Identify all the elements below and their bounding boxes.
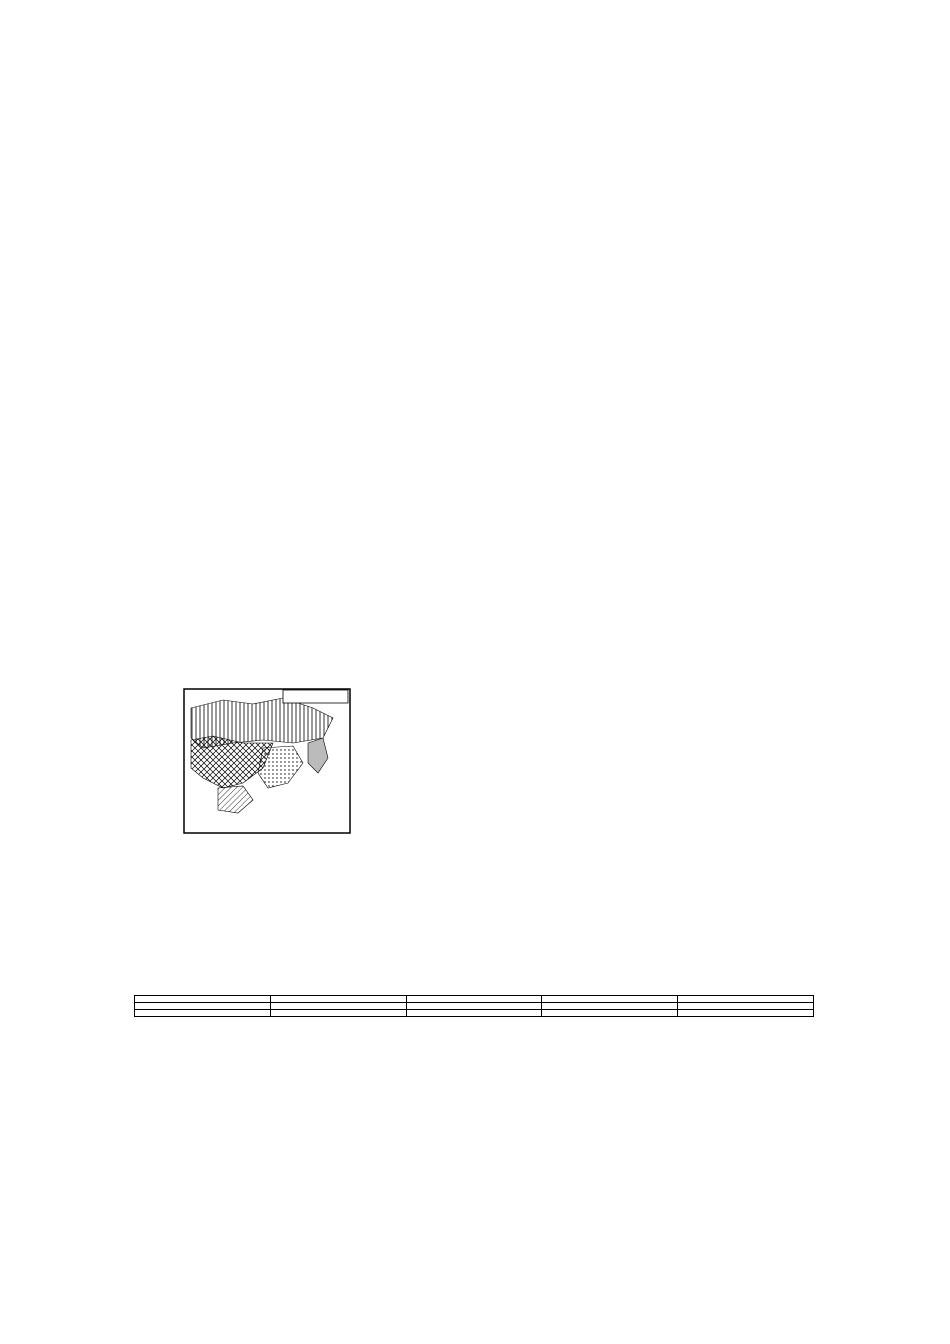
- question-5-options: [145, 900, 289, 920]
- table-header-row: [135, 996, 814, 1003]
- table-cell: [542, 1003, 678, 1010]
- table-header-cell: [542, 996, 678, 1003]
- question-6-options: [145, 949, 512, 969]
- table-row: [135, 1010, 814, 1017]
- question-4-options: [148, 600, 464, 620]
- table-cell: [678, 1010, 814, 1017]
- question-1-options: [145, 304, 149, 324]
- table-cell: [406, 1010, 542, 1017]
- table-cell: [542, 1010, 678, 1017]
- table-header-cell: [135, 996, 271, 1003]
- table-header-cell: [270, 996, 406, 1003]
- question-5-options: [145, 875, 289, 895]
- lat-lon-grid-figures: [140, 396, 700, 498]
- question-3-options: [145, 551, 432, 571]
- table-cell: [135, 1003, 271, 1010]
- asia-climate-map: [183, 688, 351, 834]
- table-cell: [678, 1003, 814, 1010]
- table-cell: [270, 1010, 406, 1017]
- table-cell: [406, 1003, 542, 1010]
- question-2-options: [145, 354, 527, 374]
- table-header-cell: [406, 996, 542, 1003]
- table-cell: [135, 1010, 271, 1017]
- table-row: [135, 1003, 814, 1010]
- question-1-options: [145, 279, 157, 299]
- table-cell: [270, 1003, 406, 1010]
- population-table: [134, 995, 814, 1017]
- table-header-cell: [678, 996, 814, 1003]
- climate-charts: [385, 695, 855, 845]
